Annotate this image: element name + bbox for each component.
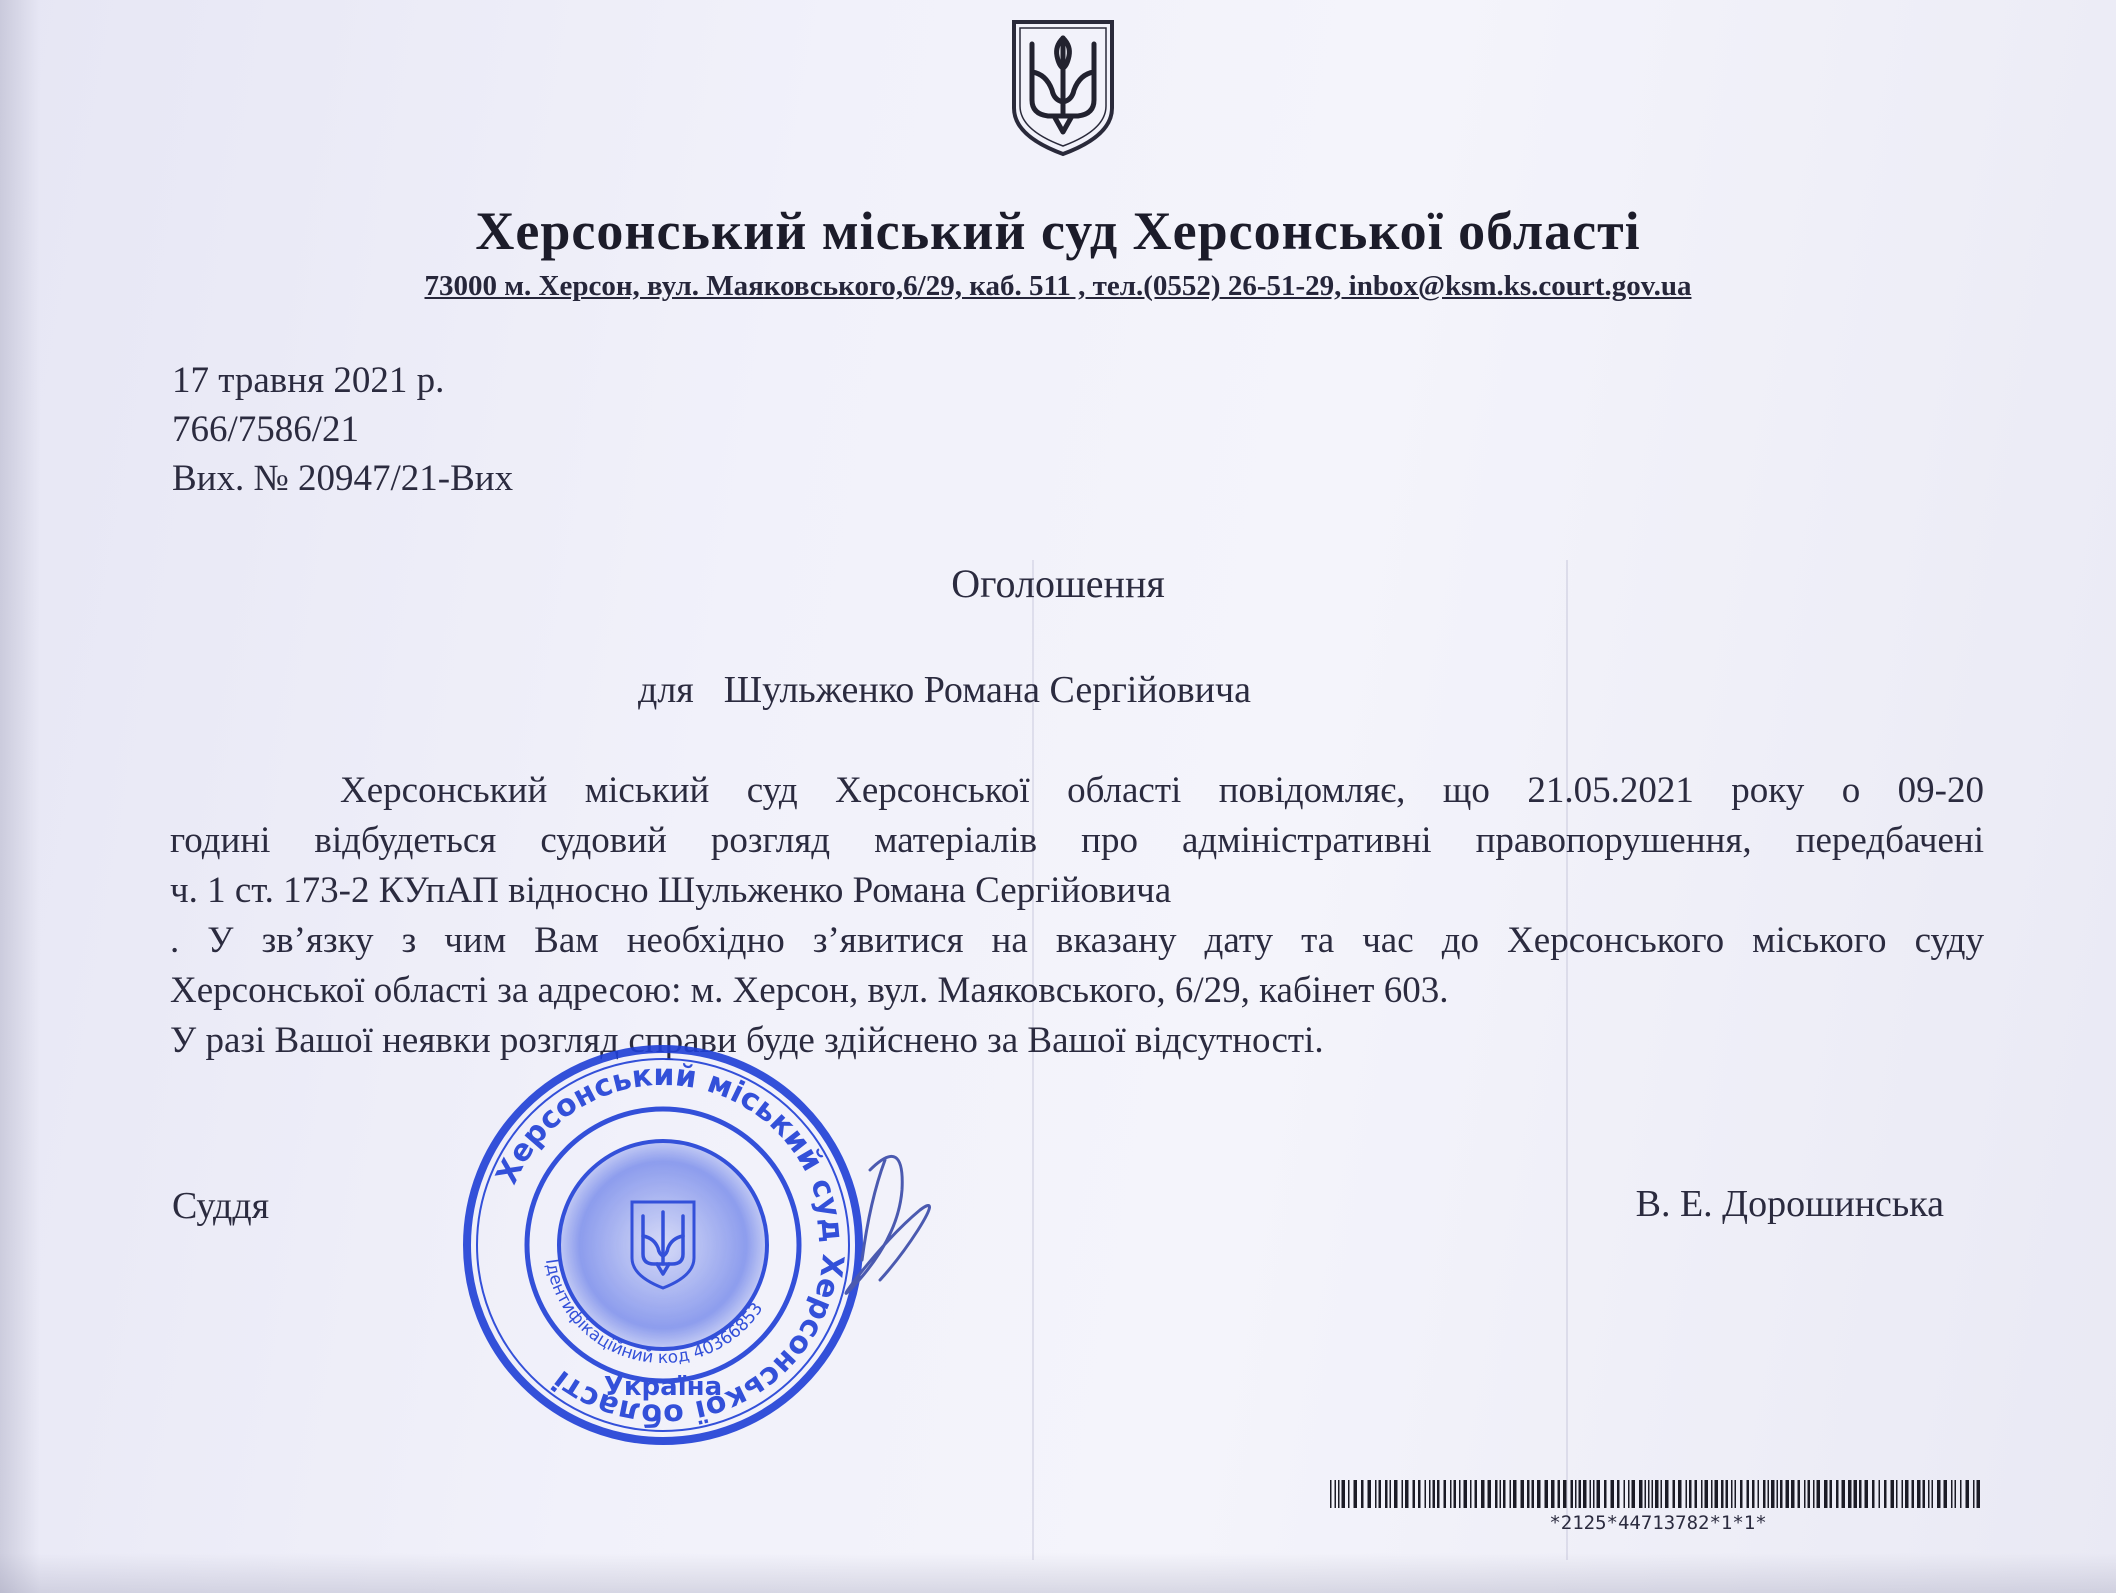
barcode-bar xyxy=(1354,1480,1358,1508)
barcode-bar xyxy=(1798,1480,1801,1508)
barcode-bar xyxy=(1611,1480,1615,1508)
court-title: Херсонський міський суд Херсонської області xyxy=(475,201,1641,261)
barcode-bar xyxy=(1777,1480,1779,1508)
barcode-bar xyxy=(1590,1480,1592,1508)
barcode-bar xyxy=(1780,1480,1783,1508)
barcode-bar xyxy=(1879,1480,1881,1508)
barcode-bar xyxy=(1470,1480,1472,1508)
barcode-text: *2125*44713782*1*1* xyxy=(1549,1512,1767,1534)
barcode-bar xyxy=(1652,1480,1654,1508)
document-meta xyxy=(172,356,513,503)
barcode-bar xyxy=(1405,1480,1409,1508)
barcode-bar xyxy=(1808,1480,1811,1508)
barcode-bar xyxy=(1884,1480,1887,1508)
barcode-bar xyxy=(1905,1480,1909,1508)
barcode-bar xyxy=(1701,1480,1703,1508)
barcode-bar xyxy=(1966,1480,1970,1508)
body-line: годині відбудеться судовий розгляд матеріалів про адміністративні правопорушення, передбачені xyxy=(170,820,1984,861)
body-line: . У зв’язку з чим Вам необхідно з’явитися на вказану дату та час до Херсонського міського суду xyxy=(170,920,1984,961)
barcode-bar xyxy=(1645,1480,1647,1508)
barcode-bar xyxy=(1624,1480,1626,1508)
judge-name: В. Е. Дорошинська xyxy=(1635,1183,1944,1225)
barcode-bar xyxy=(1678,1480,1682,1508)
barcode-bar xyxy=(1955,1480,1957,1508)
barcode-bar xyxy=(1813,1480,1815,1508)
barcode-bar xyxy=(1661,1480,1663,1508)
page-shadow-bottom xyxy=(0,1553,2116,1593)
barcode-bar xyxy=(1571,1480,1574,1508)
barcode-bar xyxy=(1597,1480,1601,1508)
barcode-bar xyxy=(1348,1480,1350,1508)
document-heading: Оголошення xyxy=(951,561,1165,606)
barcode-bar xyxy=(1859,1480,1862,1508)
barcode-bar xyxy=(1673,1480,1676,1508)
barcode-bar xyxy=(1368,1480,1372,1508)
barcode-bar xyxy=(1891,1480,1895,1508)
barcode-bar xyxy=(1928,1480,1930,1508)
court-address: 73000 м. Херсон, вул. Маяковського,6/29, каб. 511 , тел.(0552) 26-51-29, inbox@ksm.ks.court.gov.ua xyxy=(424,270,1692,302)
barcode-bar xyxy=(1583,1480,1587,1508)
barcode-bar xyxy=(1648,1480,1650,1508)
barcode-bar xyxy=(1418,1480,1421,1508)
barcode-bar xyxy=(1686,1480,1688,1508)
barcode-bar xyxy=(1695,1480,1698,1508)
barcode-bar xyxy=(1425,1480,1427,1508)
barcode-bar xyxy=(1632,1480,1636,1508)
barcode-bar xyxy=(1830,1480,1833,1508)
barcode-bar xyxy=(1551,1480,1555,1508)
barcode-bar xyxy=(1791,1480,1795,1508)
barcode-bar xyxy=(1575,1480,1577,1508)
barcode-bar xyxy=(1854,1480,1858,1508)
barcode-bar xyxy=(1513,1480,1517,1508)
barcode-bar xyxy=(1848,1480,1852,1508)
barcode-bar xyxy=(1444,1480,1447,1508)
barcode-bar xyxy=(1912,1480,1915,1508)
body-line: Херсонської області за адресою: м. Херсон, вул. Маяковського, 6/29, кабінет 603. xyxy=(170,970,1449,1011)
barcode-bar xyxy=(1413,1480,1416,1508)
recipient xyxy=(638,668,1251,712)
barcode-bar xyxy=(1655,1480,1659,1508)
barcode-bar xyxy=(1390,1480,1392,1508)
barcode-bar xyxy=(1338,1480,1340,1508)
barcode-bar xyxy=(1545,1480,1549,1508)
barcode-bar xyxy=(1917,1480,1921,1508)
barcode-bar xyxy=(1510,1480,1512,1508)
barcode-bar xyxy=(1450,1480,1452,1508)
barcode-bar xyxy=(1532,1480,1535,1508)
seal-outer-text: Херсонський міський суд Херсонської області xyxy=(489,1057,851,1433)
barcode-bar xyxy=(1740,1480,1743,1508)
barcode-bar xyxy=(1379,1480,1382,1508)
outgoing-number: Вих. № 20947/21-Вих xyxy=(172,458,514,499)
seal-inner-text: Ідентифікаційний код 40366853 xyxy=(540,1257,768,1369)
barcode-bar xyxy=(1464,1480,1468,1508)
barcode-bar xyxy=(1375,1480,1377,1508)
barcode-bar xyxy=(1394,1480,1398,1508)
barcode-bar xyxy=(1475,1480,1478,1508)
barcode-bar xyxy=(1481,1480,1485,1508)
barcode-bar xyxy=(1705,1480,1709,1508)
barcode-bar xyxy=(1865,1480,1869,1508)
barcode-bar xyxy=(1721,1480,1724,1508)
barcode-bar xyxy=(1503,1480,1506,1508)
barcode-bar xyxy=(1521,1480,1525,1508)
barcode-bar xyxy=(1437,1480,1440,1508)
court-seal-stamp xyxy=(458,1040,868,1450)
barcode-bar xyxy=(1563,1480,1567,1508)
recipient-name: Шульженко Романа Сергійовича xyxy=(723,669,1251,711)
barcode-bar xyxy=(1433,1480,1436,1508)
barcode-bar xyxy=(1617,1480,1620,1508)
body-line: ч. 1 ст. 173-2 КУпАП відносно Шульженко Романа Сергійовича xyxy=(170,870,1172,911)
barcode-bar xyxy=(1817,1480,1821,1508)
barcode-bar xyxy=(1500,1480,1502,1508)
barcode-bar xyxy=(1361,1480,1364,1508)
document-barcode xyxy=(1330,1480,1986,1508)
barcode-bar xyxy=(1836,1480,1839,1508)
barcode-bar xyxy=(1579,1480,1582,1508)
barcode-bar xyxy=(1454,1480,1457,1508)
barcode-bar xyxy=(1824,1480,1828,1508)
barcode-bar xyxy=(1951,1480,1953,1508)
barcode-bar xyxy=(1960,1480,1962,1508)
barcode-bar xyxy=(1429,1480,1431,1508)
barcode-bar xyxy=(1896,1480,1898,1508)
barcode-bar xyxy=(1752,1480,1755,1508)
barcode-bar xyxy=(1385,1480,1388,1508)
barcode-bar xyxy=(1923,1480,1926,1508)
barcode-bar xyxy=(1593,1480,1595,1508)
barcode-bar xyxy=(1342,1480,1346,1508)
barcode-bar xyxy=(1715,1480,1719,1508)
handwritten-signature xyxy=(810,1140,950,1310)
barcode-bar xyxy=(1639,1480,1643,1508)
barcode-bar xyxy=(1689,1480,1692,1508)
recipient-prefix: для xyxy=(638,669,694,711)
barcode-bar xyxy=(1771,1480,1775,1508)
barcode-bar xyxy=(1842,1480,1846,1508)
barcode-bar xyxy=(1786,1480,1790,1508)
body-line: Херсонський міський суд Херсонської області повідомляє, що 21.05.2021 року о 09-20 xyxy=(340,770,1984,811)
body-line: У разі Вашої неявки розгляд справи буде здійснено за Вашої відсутності. xyxy=(170,1020,1324,1061)
barcode-bar xyxy=(1330,1480,1332,1508)
case-number: 766/7586/21 xyxy=(172,409,360,450)
barcode-bar xyxy=(1604,1480,1607,1508)
barcode-bar xyxy=(1459,1480,1461,1508)
barcode-bar xyxy=(1711,1480,1713,1508)
barcode-bar xyxy=(1973,1480,1975,1508)
barcode-bar xyxy=(1747,1480,1750,1508)
barcode-bar xyxy=(1726,1480,1729,1508)
barcode-bar xyxy=(1804,1480,1806,1508)
barcode-bar xyxy=(1768,1480,1770,1508)
barcode-bar xyxy=(1665,1480,1669,1508)
barcode-bar xyxy=(1527,1480,1530,1508)
barcode-bar xyxy=(1731,1480,1733,1508)
barcode-bar xyxy=(1628,1480,1630,1508)
barcode-bar xyxy=(1758,1480,1760,1508)
barcode-bar xyxy=(1944,1480,1948,1508)
barcode-bar xyxy=(1977,1480,1981,1508)
barcode-bar xyxy=(1937,1480,1941,1508)
judge-role: Суддя xyxy=(172,1185,270,1227)
seal-country-text: Україна xyxy=(603,1372,723,1402)
barcode-bar xyxy=(1402,1480,1404,1508)
barcode-bar xyxy=(1495,1480,1498,1508)
document-date: 17 травня 2021 р. xyxy=(172,360,445,401)
barcode-bar xyxy=(1932,1480,1934,1508)
barcode-bar xyxy=(1558,1480,1561,1508)
barcode-bar xyxy=(1488,1480,1492,1508)
notice-body xyxy=(170,766,1984,1066)
barcode-bar xyxy=(1735,1480,1737,1508)
barcode-bar xyxy=(1872,1480,1875,1508)
barcode-bar xyxy=(1537,1480,1541,1508)
barcode-bar xyxy=(1335,1480,1337,1508)
barcode-bar xyxy=(1763,1480,1766,1508)
barcode-bar xyxy=(1902,1480,1904,1508)
tryzub-coat-of-arms-icon xyxy=(1008,16,1118,158)
